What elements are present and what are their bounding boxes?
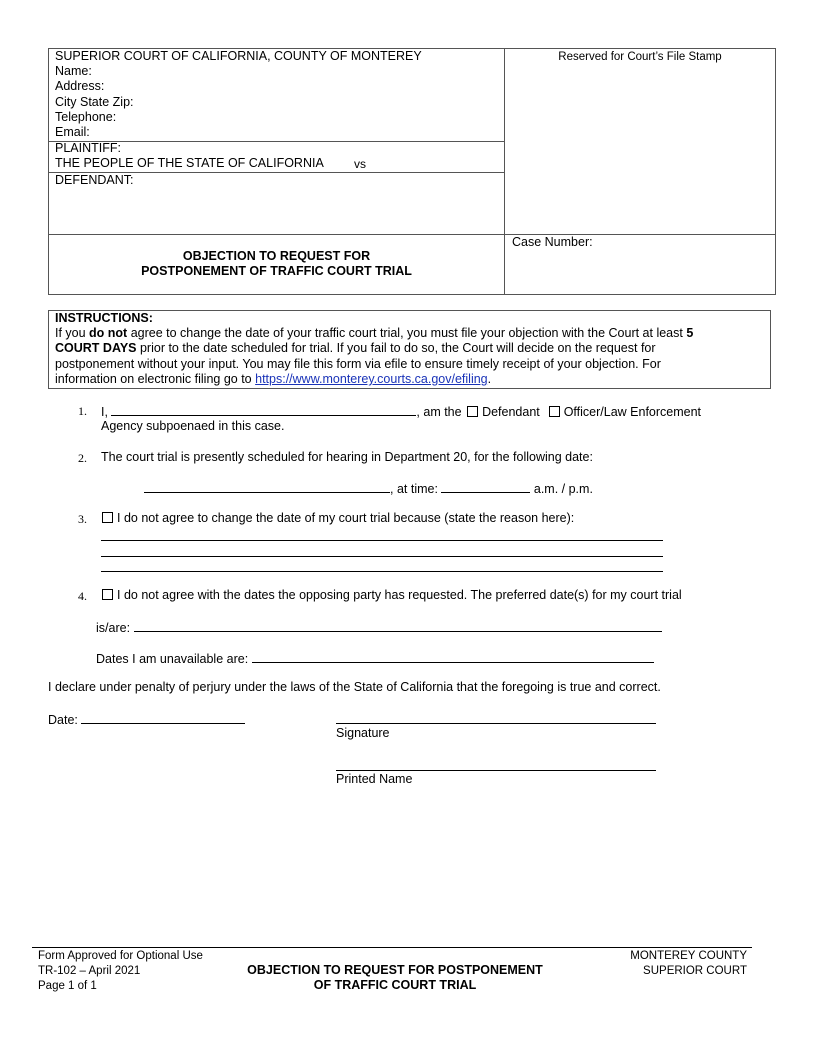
- signature-line[interactable]: [336, 723, 656, 724]
- reason-line-2[interactable]: [101, 556, 663, 557]
- efiling-link[interactable]: https://www.monterey.courts.ca.gov/efiling: [255, 372, 488, 386]
- plaintiff-label: PLAINTIFF:: [55, 141, 121, 155]
- officer-checkbox[interactable]: [549, 406, 560, 417]
- court-name: SUPERIOR COURT OF CALIFORNIA, COUNTY OF MONTEREY: [55, 49, 422, 63]
- footer-title-line1: OBJECTION TO REQUEST FOR POSTPONEMENT: [247, 963, 543, 977]
- trial-date-line: , at time: a.m. / p.m.: [144, 480, 593, 497]
- item-1-line2: Agency subpoenaed in this case.: [101, 419, 285, 433]
- case-number-label: Case Number:: [512, 235, 593, 249]
- versus-label: vs: [354, 157, 366, 171]
- instructions-heading: INSTRUCTIONS:: [55, 311, 153, 325]
- name-label: Name:: [55, 64, 92, 78]
- file-stamp-label: Reserved for Court’s File Stamp: [558, 51, 722, 63]
- plaintiff-name: THE PEOPLE OF THE STATE OF CALIFORNIA: [55, 156, 324, 170]
- telephone-label: Telephone:: [55, 110, 117, 124]
- preferred-dates-checkbox[interactable]: [102, 589, 113, 600]
- footer-county: MONTEREY COUNTY: [630, 950, 747, 962]
- item-4-number: 4.: [78, 589, 87, 603]
- item-1-number: 1.: [78, 404, 87, 418]
- city-state-zip-label: City State Zip:: [55, 95, 134, 109]
- item-2-text: The court trial is presently scheduled for hearing in Department 20, for the following date:: [101, 450, 593, 464]
- printed-name-line[interactable]: [336, 770, 656, 771]
- item-1-line: I, , am the Defendant Officer/Law Enforcement: [101, 405, 702, 419]
- preferred-dates-line: is/are:: [96, 619, 662, 636]
- declaration-text: I declare under penalty of perjury under the laws of the State of California that the foregoing is true and correct.: [48, 680, 661, 694]
- declarant-name-field[interactable]: [111, 403, 416, 416]
- instructions-line4: information on electronic filing go to https://www.monterey.courts.ca.gov/efiling.: [55, 372, 492, 386]
- preferred-dates-field[interactable]: [134, 619, 662, 632]
- footer-court: SUPERIOR COURT: [643, 965, 747, 977]
- item-3-line: I do not agree to change the date of my court trial because (state the reason here):: [100, 511, 574, 526]
- form-title-line1: OBJECTION TO REQUEST FOR: [182, 249, 371, 263]
- instructions-line3: postponement without your input. You may file this form via efile to ensure timely receipt of your objection. For: [55, 357, 661, 371]
- signature-label: Signature: [336, 726, 390, 740]
- unavailable-dates-line: Dates I am unavailable are:: [96, 650, 654, 667]
- item-2-number: 2.: [78, 451, 87, 465]
- footer-rule: [32, 947, 752, 948]
- printed-name-label: Printed Name: [336, 772, 413, 786]
- caption-divider-title: [48, 234, 776, 235]
- instructions-line1: If you do not agree to change the date of your traffic court trial, you must file your objection with the Court at least 5: [55, 326, 694, 340]
- unavailable-dates-field[interactable]: [252, 650, 654, 663]
- item-3-number: 3.: [78, 512, 87, 526]
- email-label: Email:: [55, 125, 90, 139]
- footer-page-number: Page 1 of 1: [38, 980, 97, 992]
- footer-approved: Form Approved for Optional Use: [38, 950, 203, 962]
- defendant-checkbox[interactable]: [467, 406, 478, 417]
- trial-time-field[interactable]: [441, 480, 530, 493]
- reason-line-3[interactable]: [101, 571, 663, 572]
- date-field[interactable]: [81, 711, 245, 724]
- defendant-label: DEFENDANT:: [55, 173, 134, 187]
- footer-form-id: TR-102 – April 2021: [38, 965, 141, 977]
- footer-title-line2: OF TRAFFIC COURT TRIAL: [313, 978, 477, 992]
- item-4-line: I do not agree with the dates the opposing party has requested. The preferred date(s) for my court trial: [100, 588, 682, 603]
- instructions-line2: COURT DAYS prior to the date scheduled for trial. If you fail to do so, the Court will decide on the request for: [55, 341, 656, 355]
- date-line: Date:: [48, 711, 245, 728]
- form-title-line2: POSTPONEMENT OF TRAFFIC COURT TRIAL: [141, 264, 412, 278]
- officer-option-label: Officer/Law Enforcement: [563, 405, 702, 419]
- address-label: Address:: [55, 79, 105, 93]
- reason-checkbox[interactable]: [102, 512, 113, 523]
- reason-line-1[interactable]: [101, 540, 663, 541]
- trial-date-field[interactable]: [144, 480, 390, 493]
- defendant-option-label: Defendant: [482, 405, 540, 419]
